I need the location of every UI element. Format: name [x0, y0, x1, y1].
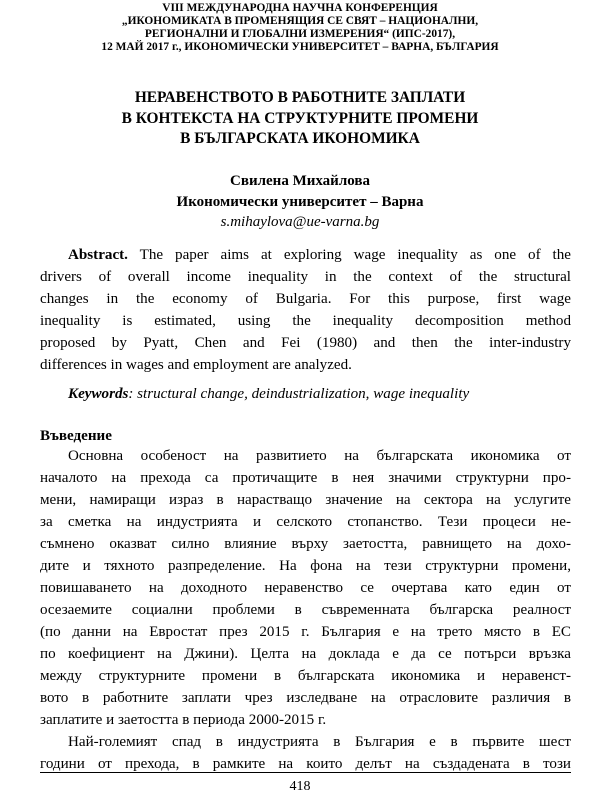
- title-line: В БЪЛГАРСКАТА ИКОНОМИКА: [180, 130, 420, 147]
- body-line: дите и тяхното разпределение. На фона на тези структурни промени,: [40, 558, 571, 574]
- author-block: [40, 171, 560, 233]
- body-line: заплатите и заетостта в периода 2000-2015 г.: [40, 712, 327, 728]
- abstract-line: proposed by Pyatt, Chen and Fei (1980) and then the inter-industry: [40, 335, 571, 351]
- body-line: вото в работните заплати чрез изследване на отрасловите различия в: [40, 690, 571, 706]
- conference-header: [20, 2, 580, 54]
- body-line: осезаемите социални проблеми в съвременната българска реалност: [40, 602, 571, 618]
- body-line: за сметка на индустрията и селското стопанство. Тези процеси не-: [40, 514, 571, 530]
- title-line: НЕРАВЕНСТВОТО В РАБОТНИТЕ ЗАПЛАТИ: [134, 89, 466, 106]
- body-line: по коефициент на Джини). Целта на доклада е да се потърси връзка: [40, 646, 571, 662]
- body-line: години от прехода, в рамките на които делът на създадената в този: [40, 756, 571, 772]
- abstract-label: Abstract.: [68, 247, 128, 263]
- body-line: съмнено оказват силно влияние върху заетостта, равнището на дохо-: [40, 536, 571, 552]
- paper-title: [40, 88, 560, 150]
- author-affiliation: Икономически университет – Варна: [176, 193, 424, 210]
- body-line: Най-големият спад в индустрията в България е в първите шест: [68, 734, 571, 750]
- body-line: (по данни на Евростат през 2015 г. България е на трето място в ЕС: [40, 624, 571, 640]
- body-line: повишаването на доходното неравенство се очертава като един от: [40, 580, 571, 596]
- keywords-label: Keywords: [68, 386, 129, 402]
- abstract-line: changes in the economy of Bulgaria. For this purpose, first wage: [40, 291, 571, 307]
- conference-line: РЕГИОНАЛНИ И ГЛОБАЛНИ ИЗМЕРЕНИЯ“ (ИПС-2017),: [144, 28, 456, 40]
- author-email: s.mihaylova@ue-varna.bg: [220, 214, 380, 230]
- section-heading: Въведение: [40, 428, 112, 444]
- footer-divider: [40, 772, 571, 773]
- intro-paragraph-2: [40, 731, 571, 775]
- author-name: Свилена Михайлова: [230, 173, 370, 189]
- abstract-line: inequality is estimated, using the inequality decomposition method: [40, 313, 571, 329]
- abstract: [40, 244, 571, 376]
- abstract-line: differences in wages and employment are analyzed.: [40, 357, 352, 373]
- keywords-text: : structural change, deindustrialization, wage inequality: [128, 386, 470, 402]
- body-line: мени, намиращи израз в нарастващо значение на сектора на услугите: [40, 492, 571, 508]
- abstract-line: [40, 244, 571, 266]
- body-line: Основна особеност на развитието на българската икономика от: [68, 448, 571, 464]
- abstract-line: drivers of overall income inequality in the context of the structural: [40, 269, 571, 285]
- abstract-text: The paper aims at exploring wage inequality as one of the: [127, 247, 571, 263]
- intro-paragraph-1: [40, 445, 571, 731]
- conference-line: 12 МАЙ 2017 г., ИКОНОМИЧЕСКИ УНИВЕРСИТЕТ – ВАРНА, БЪЛГАРИЯ: [101, 41, 499, 53]
- title-line: В КОНТЕКСТА НА СТРУКТУРНИТЕ ПРОМЕНИ: [121, 109, 479, 127]
- page-number: 418: [289, 779, 311, 794]
- body-line: началото на прехода са протичащите в нея значими структурни про-: [40, 470, 571, 486]
- body-line: между структурните промени в българската икономика и неравенст-: [40, 668, 571, 684]
- conference-line: „ИКОНОМИКАТА В ПРОМЕНЯЩИЯ СЕ СВЯТ – НАЦИОНАЛНИ,: [121, 15, 479, 27]
- conference-line: VIII МЕЖДУНАРОДНА НАУЧНА КОНФЕРЕНЦИЯ: [162, 2, 438, 14]
- keywords: [68, 384, 578, 404]
